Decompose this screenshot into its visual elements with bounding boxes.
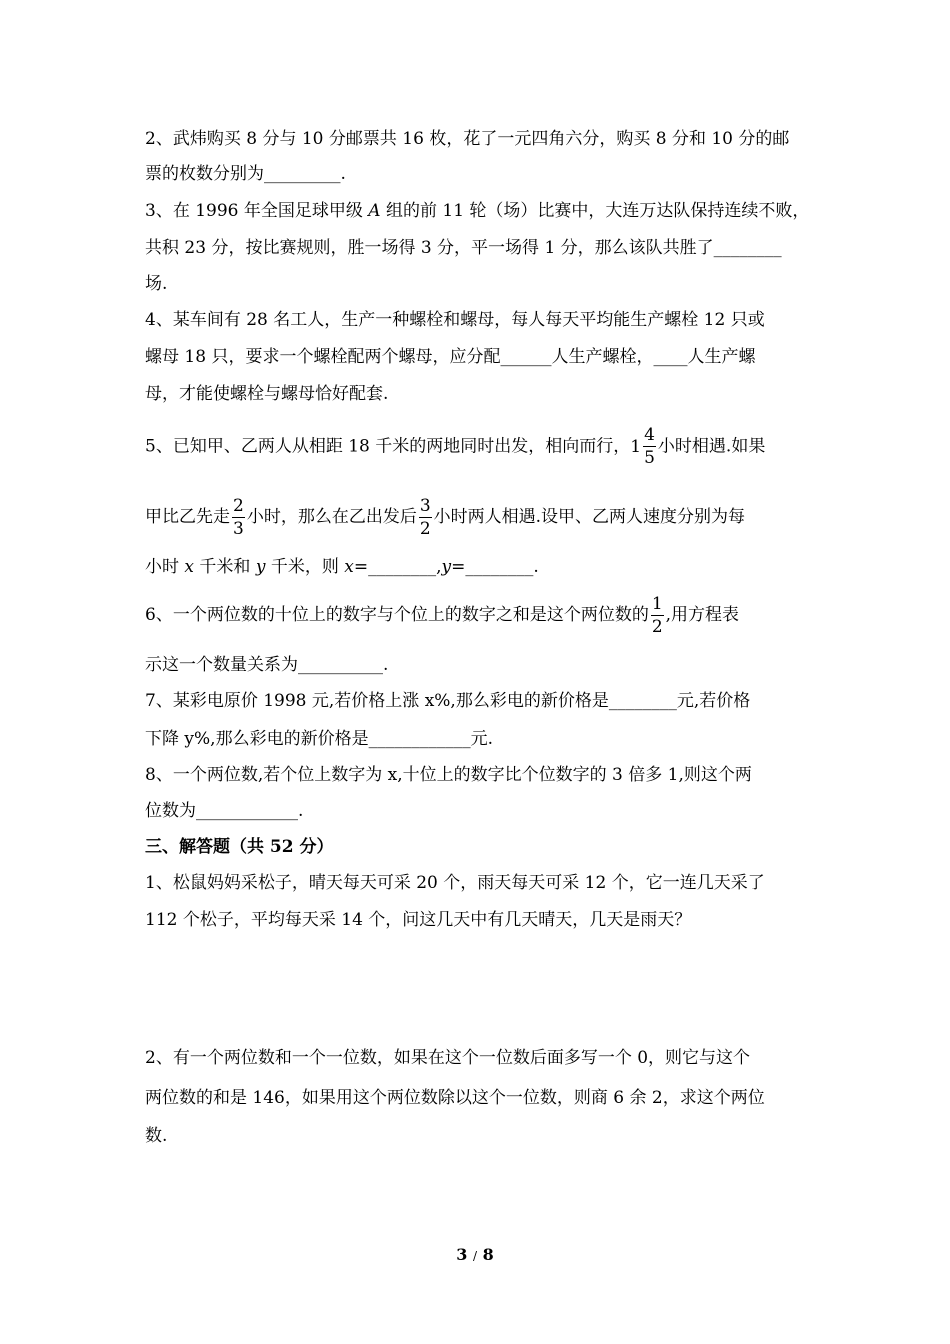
mixed-fraction-whole: 1 <box>630 436 642 457</box>
question-5-text-d: 小时，那么在乙出发后 <box>246 507 417 527</box>
answer-blank-x: =________, <box>353 557 442 577</box>
question-3-line-1 <box>145 199 809 223</box>
variable-y: y <box>441 557 452 577</box>
section-3-heading: 三、解答题（共 52 分） <box>145 837 334 857</box>
question-6-line-1 <box>145 593 739 638</box>
fraction-numerator: 2 <box>233 496 244 516</box>
question-5-text-c: 甲比乙先走 <box>145 507 230 527</box>
page-number <box>0 1245 950 1264</box>
fraction-numerator: 3 <box>419 496 431 516</box>
question-4-line-3: 母，才能使螺栓与螺母恰好配套. <box>145 384 389 404</box>
question-7-line-2: 下降 y%,那么彩电的新价格是____________元. <box>145 729 493 749</box>
question-3-line-2: 共积 23 分，按比赛规则，胜一场得 3 分，平一场得 1 分，那么该队共胜了________ <box>145 238 782 258</box>
fraction-denominator: 3 <box>233 519 244 539</box>
total-pages: 8 <box>482 1245 494 1264</box>
question-6-text-b: ,用方程表 <box>665 605 740 625</box>
fraction-two-thirds <box>232 495 245 540</box>
problem-1-line-1: 1、松鼠妈妈采松子，晴天每天可采 20 个，雨天每天可采 12 个，它一连几天采了 <box>145 873 765 893</box>
problem-2-line-3: 数. <box>145 1126 168 1146</box>
problem-2-line-2: 两位数的和是 146，如果用这个两位数除以这个一位数，则商 6 余 2，求这个两位 <box>145 1088 765 1108</box>
question-8-line-1: 8、一个两位数,若个位上数字为 x,十位上的数字比个位数字的 3 倍多 1,则这个两 <box>145 765 752 785</box>
question-5-text-b: 小时相遇.如果 <box>657 436 766 457</box>
current-page: 3 <box>456 1245 468 1264</box>
question-3-line-3: 场. <box>145 274 168 294</box>
fraction-denominator: 2 <box>651 617 663 637</box>
question-5-text-e: 小时两人相遇.设甲、乙两人速度分别为每 <box>433 507 746 527</box>
fraction-denominator: 2 <box>419 519 431 539</box>
problem-2-line-1: 2、有一个两位数和一个一位数，如果在这个一位数后面多写一个 0，则它与这个 <box>145 1048 751 1068</box>
page-separator: / <box>472 1249 478 1263</box>
question-4-line-2: 螺母 18 只，要求一个螺栓配两个螺母，应分配______人生产螺栓，____人生产螺 <box>145 347 756 367</box>
question-8-line-2: 位数为____________. <box>145 801 304 821</box>
question-2-line-1: 2、武炜购买 8 分与 10 分邮票共 16 枚，花了一元四角六分，购买 8 分和 10 分的邮 <box>145 129 790 149</box>
question-5-text-g: 千米和 <box>194 557 256 577</box>
problem-1-line-2: 112 个松子，平均每天采 14 个，问这几天中有几天晴天，几天是雨天？ <box>145 910 692 930</box>
fraction-one-half <box>651 593 664 638</box>
question-5-text-f: 小时 <box>145 557 185 577</box>
variable-x: x <box>344 557 354 577</box>
fraction-denominator: 5 <box>644 448 655 468</box>
question-5-text-h: 千米，则 <box>265 557 345 577</box>
fraction-three-halves <box>419 495 432 540</box>
question-6-text-a: 6、一个两位数的十位上的数字与个位上的数字之和是这个两位数的 <box>145 605 649 625</box>
question-6-line-2: 示这一个数量关系为__________. <box>145 655 389 675</box>
question-5-line-3 <box>145 555 539 579</box>
question-7-line-1: 7、某彩电原价 1998 元,若价格上涨 x%,那么彩电的新价格是________元,若价格 <box>145 691 751 711</box>
question-5-line-1 <box>145 424 765 469</box>
question-3-text-a: 3、在 1996 年全国足球甲级 <box>145 201 369 221</box>
variable-x: x <box>184 557 194 577</box>
fraction-numerator: 1 <box>651 594 663 614</box>
answer-blank-y: =________. <box>451 557 539 577</box>
question-3-variable-a: A <box>368 201 381 221</box>
question-2-line-2: 票的枚数分别为_________. <box>145 164 346 184</box>
question-3-text-b: 组的前 11 轮（场）比赛中，大连万达队保持连续不败， <box>380 201 810 221</box>
question-4-line-1: 4、某车间有 28 名工人，生产一种螺栓和螺母，每人每天平均能生产螺栓 12 只或 <box>145 310 765 330</box>
question-5-line-2 <box>145 495 745 540</box>
mixed-fraction-one-and-four-fifths <box>630 424 658 469</box>
variable-y: y <box>255 557 266 577</box>
question-5-text-a: 5、已知甲、乙两人从相距 18 千米的两地同时出发，相向而行， <box>145 436 631 457</box>
fraction-numerator: 4 <box>644 425 655 445</box>
